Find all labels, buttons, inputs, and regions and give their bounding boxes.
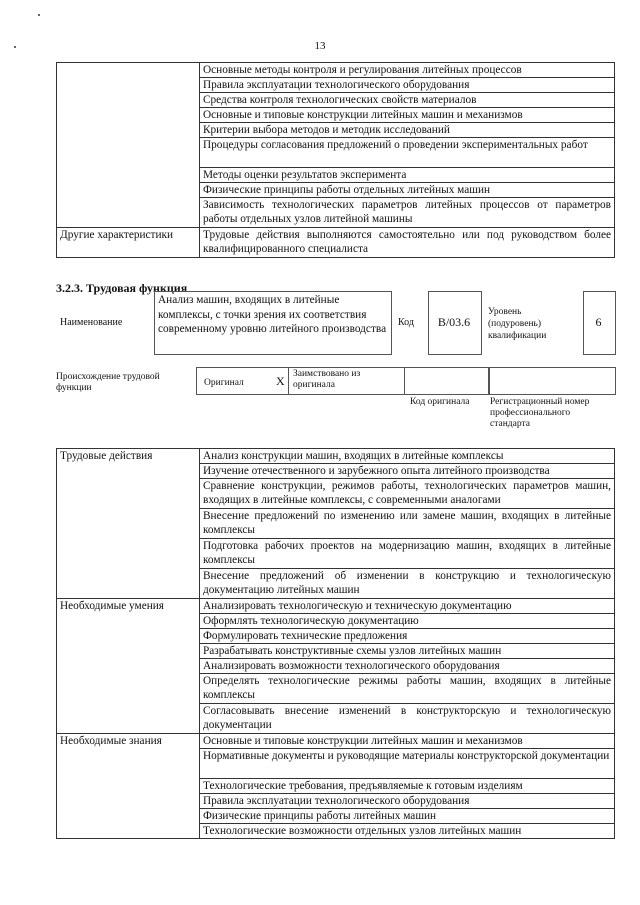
code-label: Код <box>398 317 414 328</box>
row-text: Согласовывать внесение изменений в конструкторскую и технологическую документации <box>200 704 615 734</box>
table-row <box>57 449 615 464</box>
row-text: Методы оценки результатов эксперимента <box>200 168 615 183</box>
row-text: Процедуры согласования предложений о проведении экспериментальных работ <box>200 138 615 168</box>
row-text: Оформлять технологическую документацию <box>200 614 615 629</box>
row-text: Технологические возможности отдельных узлов литейных машин <box>200 824 615 839</box>
row-text: Анализ конструкции машин, входящих в литейные комплексы <box>200 449 615 464</box>
group-label: Необходимые умения <box>57 599 200 734</box>
row-text: Зависимость технологических параметров литейных процессов от параметров работы отдельных узлов литейной машины <box>200 198 615 228</box>
original-mark: X <box>276 374 285 388</box>
original-divider <box>288 368 289 394</box>
labor-function-table <box>56 448 615 839</box>
row-text: Критерии выбора методов и методик исследований <box>200 123 615 138</box>
page-number: 13 <box>314 40 326 52</box>
reg-number-box <box>488 367 616 395</box>
table-row <box>57 63 615 78</box>
table-row <box>57 734 615 749</box>
row-text: Сравнение конструкции, режимов работы, технологических параметров машин, входящих в литейные комплексы, с современными аналогами <box>200 479 615 509</box>
level-label: Уровень (подуровень) квалификации <box>488 307 547 341</box>
row-text: Подготовка рабочих проектов на модернизацию машин, входящих в литейные комплексы <box>200 539 615 569</box>
row-text: Физические принципы работы отдельных литейных машин <box>200 183 615 198</box>
table-row <box>57 599 615 614</box>
row-text: Формулировать технические предложения <box>200 629 615 644</box>
reg-number-caption: Регистрационный номер профессионального стандарта <box>490 397 590 429</box>
section-heading: 3.2.3. Трудовая функция <box>56 281 188 295</box>
scan-speck <box>38 14 40 16</box>
name-value: Анализ машин, входящих в литейные комплексы, с точки зрения их соответствия современному уровню литейного производства <box>158 294 387 335</box>
code-original-caption: Код оригинала <box>410 397 470 407</box>
row-text: Правила эксплуатации технологического оборудования <box>200 78 615 93</box>
code-value: B/03.6 <box>437 315 471 329</box>
group-label: Необходимые знания <box>57 734 200 839</box>
original-label: Оригинал <box>204 378 244 388</box>
row-text: Трудовые действия выполняются самостоятельно или под руководством более квалифицированного специалиста <box>200 228 615 258</box>
borrowed-divider <box>404 368 405 394</box>
row-text: Анализировать возможности технологического оборудования <box>200 659 615 674</box>
row-text: Средства контроля технологических свойств материалов <box>200 93 615 108</box>
row-text: Определять технологические режимы работы машин, входящих в литейные комплексы <box>200 674 615 704</box>
origin-label: Происхождение трудовой функции <box>56 372 160 393</box>
row-text: Нормативные документы и руководящие материалы конструкторской документации <box>200 749 615 779</box>
row-label <box>57 63 200 228</box>
row-text: Внесение предложений по изменению или замене машин, входящих в литейные комплексы <box>200 509 615 539</box>
row-text: Изучение отечественного и зарубежного опыта литейного производства <box>200 464 615 479</box>
borrowed-label: Заимствовано из оригинала <box>293 369 361 390</box>
group-label: Трудовые действия <box>57 449 200 599</box>
continued-table <box>56 62 615 258</box>
row-text: Технологические требования, предъявляемые к готовым изделиям <box>200 779 615 794</box>
table-row <box>57 228 615 258</box>
row-text: Анализировать технологическую и техническую документацию <box>200 599 615 614</box>
row-text: Основные и типовые конструкции литейных машин и механизмов <box>200 734 615 749</box>
row-text: Разрабатывать конструктивные схемы узлов литейных машин <box>200 644 615 659</box>
row-label: Другие характеристики <box>57 228 200 258</box>
row-text: Правила эксплуатации технологического оборудования <box>200 794 615 809</box>
row-text: Основные и типовые конструкции литейных машин и механизмов <box>200 108 615 123</box>
row-text: Основные методы контроля и регулирования литейных процессов <box>200 63 615 78</box>
level-value: 6 <box>595 315 602 329</box>
row-text: Внесение предложений об изменении в конструкцию и технологическую документацию литейных машин <box>200 569 615 599</box>
row-text: Физические принципы работы литейных машин <box>200 809 615 824</box>
name-label: Наименование <box>60 317 123 328</box>
